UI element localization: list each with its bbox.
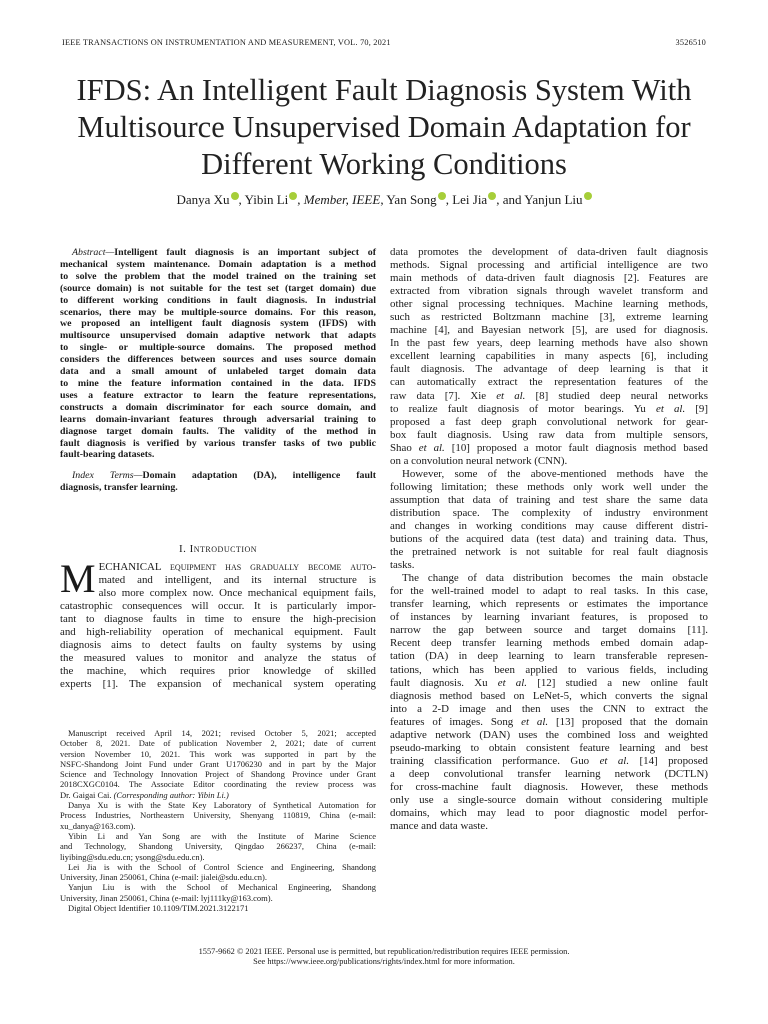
footnote-author-2: Yibin Li and Yan Song are with the Institute of Marine Science and Technology, Shandong University, Qingdao 266237, China (e-mail: liyibing@sdu.edu.cn; ysong@sdu.edu.cn).: [60, 830, 376, 862]
body-line: on a convolution neural network (CNN).: [390, 454, 568, 467]
body-line: of instances by learning invariant features, is proposed to: [390, 611, 708, 624]
abstract-label: Abstract—: [72, 247, 115, 258]
body-line: fault diagnosis. The advantage of deep learning is that it: [390, 363, 708, 376]
body-line: narrow the gap between source and target domains [11].: [390, 624, 708, 637]
body-line: tasks.: [390, 559, 415, 572]
orcid-icon[interactable]: [584, 192, 592, 200]
body-line: following limitation; these methods only work well under the: [390, 480, 708, 493]
body-line: adaptive network (DAN) uses the combined loss and weighted: [390, 728, 708, 741]
abstract-line: data and a small amount of unlabeled target domain data: [60, 366, 376, 378]
body-line: butions of the acquired data (test data) and training data. Thus,: [390, 533, 708, 546]
body-line: for the well-trained model to adapt to real tasks. In this case,: [390, 585, 708, 598]
footnote-doi: Digital Object Identifier 10.1109/TIM.2021.3122171: [68, 903, 249, 914]
abstract-line: constructs a domain discriminator for each source domain, and: [60, 401, 376, 413]
abstract-line: learns domain-invariant features through adversarial training to: [60, 413, 376, 425]
body-line: distribution space. The complexity of industry environment: [390, 506, 708, 519]
intro-line: experts [1]. The expansion of mechanical system operating: [60, 678, 376, 691]
author-name: Lei Jia: [452, 192, 488, 207]
abstract-line: Abstract—Intelligent fault diagnosis is an important subject of: [72, 247, 376, 258]
footnotes: [60, 728, 376, 913]
section-heading: I. Introduction: [178, 543, 258, 555]
footnote-manuscript: Manuscript received April 14, 2021; revised October 5, 2021; accepted October 8, 2021. Date of publication November 2, 2021; date of current version November 10, 2021. This work was supported in part by the NSFC-Shandong Joint Fund under Grant U1706230 and in part by the Major Science and Technology Innovation Project of Shandong Province under Grant 2018CXGC0104. The Associate Editor coordinating the review process was Dr. Gaigai Cai. (Corresponding author: Yibin Li.): [60, 728, 376, 800]
introduction-text: [60, 556, 376, 691]
intro-line: and high-reliability operation of mechanical equipment. Fault: [60, 626, 376, 639]
abstract-line: fault diagnosis is verified by various transfer tasks of two public: [60, 437, 376, 449]
running-header: [62, 38, 706, 47]
body-line: box fault diagnosis. Using raw data from multiple sensors,: [390, 428, 708, 441]
copyright-notice: 1557-9662 © 2021 IEEE. Personal use is permitted, but republication/redistribution requires IEEE permission. See https://www.ieee.org/publications/rights/index.html for more information.: [198, 947, 570, 967]
title-line: IFDS: An Intelligent Fault Diagnosis System With: [76, 73, 692, 107]
body-line: to realize fault diagnosis of motor bearings. Yu et al. [9]: [390, 402, 708, 415]
title-line: Multisource Unsupervised Domain Adaptation for: [77, 110, 691, 144]
body-line: such as restricted Boltzmann machine [3], extreme learning: [390, 311, 708, 324]
body-line: The change of data distribution becomes the main obstacle: [402, 572, 708, 585]
body-line: Shao et al. [10] proposed a motor fault diagnosis method based: [390, 441, 708, 454]
body-line: domains, which may lead to poor diagnostic model perfor-: [390, 807, 708, 820]
body-line: other signal processing techniques. Machine learning methods,: [390, 298, 708, 311]
author-separator: , and: [496, 192, 525, 207]
orcid-icon[interactable]: [231, 192, 239, 200]
body-line: tation (DA) in deep learning to learn transferable represen-: [390, 650, 708, 663]
body-line: mance and data waste.: [390, 820, 488, 833]
orcid-icon[interactable]: [488, 192, 496, 200]
body-line: methods. Signal processing and artificial intelligence are two: [390, 259, 708, 272]
paper-title: [40, 72, 728, 183]
member-ieee: Member, IEEE: [303, 192, 381, 207]
abstract-line: to solve the problem that the model trained on the training set: [60, 270, 376, 282]
footnote-author-4: Yanjun Liu is with the School of Mechanical Engineering, Shandong University, Jinan 250061, China (e-mail: lyj111ky@163.com).: [60, 882, 376, 903]
intro-line: catastrophic consequences will occur. It is particularly impor-: [60, 600, 376, 613]
body-line: However, some of the above-mentioned methods have the: [402, 467, 708, 480]
body-line: machine [4], and Bayesian network [5], are used for diagnosis.: [390, 324, 708, 337]
abstract-line: (source domain) is not suitable for the test set (target domain) due: [60, 282, 376, 294]
body-line: extracted from vibration signals through wavelet transform and: [390, 285, 708, 298]
body-line: raw data [7]. Xie et al. [8] studied deep neural networks: [390, 389, 708, 402]
abstract-line: to single- or multiple-source domains. The proposed method: [60, 342, 376, 354]
abstract-line: mechanical system maintenance. Domain adaptation is a method: [60, 258, 376, 270]
drop-cap: M: [60, 556, 96, 601]
body-line: Recent deep transfer learning methods embed domain adap-: [390, 637, 708, 650]
abstract-line: multisource unsupervised domain adaptive network that adapts: [60, 330, 376, 342]
body-line: fault diagnosis. Xu et al. [12] studied a new online fault: [390, 676, 708, 689]
author-name: Danya Xu: [176, 192, 230, 207]
right-column-text: [390, 246, 708, 833]
body-line: for cross-machine fault diagnosis. However, these methods: [390, 780, 708, 793]
abstract-line: we proposed an intelligent fault diagnosis system (IFDS) with: [60, 318, 376, 330]
body-line: into a 2-D image and then uses the CNN to extract the: [390, 702, 708, 715]
intro-line: mated and intelligent, and its internal structure is: [98, 574, 376, 587]
intro-line: tant to diagnose faults in time to ensure the high-precision: [60, 613, 376, 626]
body-line: pseudo-marking to obtain consistent feature learning and best: [390, 741, 708, 754]
author-name: Yanjun Liu: [524, 192, 583, 207]
body-line: features of images. Song et al. [13] proposed that the domain: [390, 715, 708, 728]
author-separator: ,: [380, 192, 387, 207]
abstract-line: considers the differences between sources and uses source domain: [60, 354, 376, 366]
body-line: can automatically extract the representation features of the: [390, 376, 708, 389]
abstract-line: scenarios, there may be multiple-source domains. For this reason,: [60, 306, 376, 318]
index-terms-line: Index Terms—Domain adaptation (DA), intelligence fault: [72, 470, 376, 482]
orcid-icon[interactable]: [438, 192, 446, 200]
body-line: training classification performance. Guo et al. [14] proposed: [390, 754, 708, 767]
body-line: assumption that data of training and test share the same data: [390, 493, 708, 506]
footnote-author-1: Danya Xu is with the State Key Laboratory of Synthetical Automation for Process Industries, Northeastern University, Shenyang 110819, China (e-mail: xu_danya@163.com).: [60, 800, 376, 831]
body-line: excellent learning capabilities in many aspects [6], including: [390, 350, 708, 363]
article-number: 3526510: [675, 38, 706, 47]
author-separator: ,: [445, 192, 453, 207]
author-separator: ,: [238, 192, 245, 207]
abstract-line: to different working conditions in fault diagnosis. In industrial: [60, 294, 376, 306]
index-terms-label: Index Terms—: [72, 470, 143, 482]
body-line: only use a single-source domain without considering multiple: [390, 793, 708, 806]
abstract-line: to mine the feature information contained in the data. IFDS: [60, 377, 376, 389]
title-line: Different Working Conditions: [201, 147, 567, 181]
intro-line: the machine, which requires prior knowledge of skilled: [60, 665, 376, 678]
body-line: the pretrained network is not suitable for real fault diagnosis: [390, 546, 708, 559]
abstract: [60, 247, 376, 494]
intro-line: also more complex now. Once mechanical equipment fails,: [98, 587, 376, 600]
author-list: [40, 192, 728, 208]
body-line: transfer learning, which represents or estimates the importance: [390, 598, 708, 611]
body-line: a deep convolutional transfer learning network (DCTLN): [390, 767, 708, 780]
body-line: tations, which has been applied to various fields, including: [390, 663, 708, 676]
journal-name: IEEE TRANSACTIONS ON INSTRUMENTATION AND MEASUREMENT, VOL. 70, 2021: [62, 38, 391, 47]
body-line: proposed a fast deep graph convolutional network for gear-: [390, 415, 708, 428]
abstract-line: uses a feature extractor to learn the feature representations,: [60, 389, 376, 401]
author-name: Yibin Li: [244, 192, 289, 207]
footnote-author-3: Lei Jia is with the School of Control Science and Engineering, Shandong University, Jinan 250061, China (e-mail: jialei@sdu.edu.cn).: [60, 861, 376, 883]
body-line: main methods of data-driven fault diagnosis [2]. Features are: [390, 272, 708, 285]
author-separator: ,: [297, 192, 304, 207]
author-name: Yan Song: [386, 192, 437, 207]
index-terms-line: diagnosis, transfer learning.: [60, 482, 178, 494]
abstract-line: fault-bearing datasets.: [60, 449, 155, 461]
body-line: and changes in working conditions may cause different distri-: [390, 519, 708, 532]
intro-line: diagnosis aims to detect faults on faulty systems by using: [60, 639, 376, 652]
intro-line: ECHANICAL equipment has gradually become auto-: [98, 561, 376, 573]
body-line: data promotes the development of data-driven fault diagnosis: [390, 246, 708, 258]
intro-line: the measured values to monitor and analyze the status of: [60, 652, 376, 665]
body-line: diagnosis method based on LeNet-5, which converts the signal: [390, 689, 708, 702]
body-line: In the past few years, deep learning methods have also shown: [390, 337, 708, 350]
abstract-line: diagnose target domain faults. The validity of the method in: [60, 425, 376, 437]
